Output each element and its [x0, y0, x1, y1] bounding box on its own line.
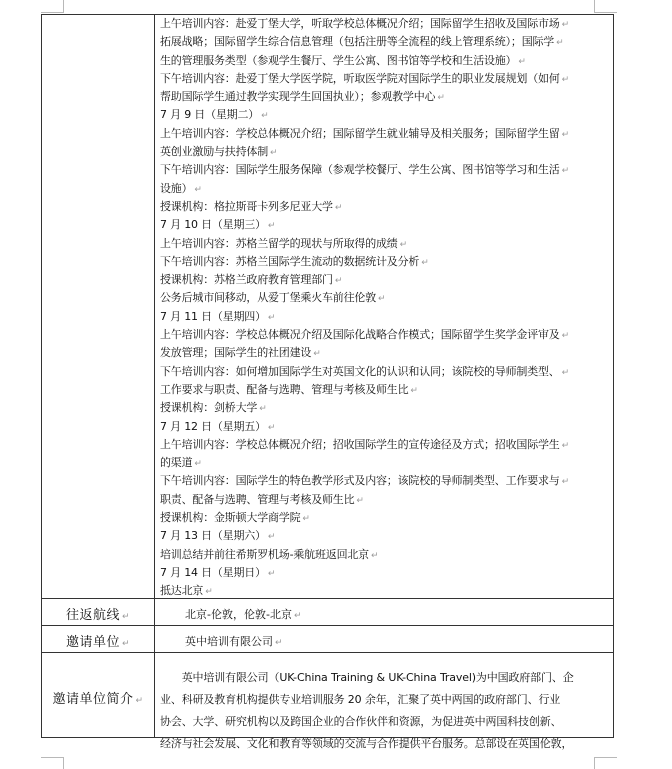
- paragraph-mark: ↵: [313, 349, 321, 360]
- schedule-line: 帮助国际学生通过教学实现学生回国执业）；参观教学中心 ↵: [160, 90, 445, 104]
- schedule-line: 的渠道 ↵: [160, 456, 202, 470]
- schedule-line: 培训总结并前往希斯罗机场-乘航班返回北京 ↵: [160, 547, 379, 561]
- schedule-cell: [160, 15, 612, 601]
- schedule-line: 下午培训内容：如何增加国际学生对英国文化的认识和认同；该院校的导师制类型、 ↵: [160, 364, 569, 378]
- schedule-line: 下午培训内容：苏格兰国际学生流动的数据统计及分析 ↵: [160, 254, 429, 268]
- paragraph-mark: ↵: [437, 93, 445, 104]
- intro-label: 邀请单位简介 ↵: [52, 692, 144, 707]
- schedule-line: 授课机构：剑桥大学 ↵: [160, 401, 267, 415]
- paragraph-mark: ↵: [399, 239, 407, 250]
- route-value: 北京-伦敦，伦敦-北京 ↵: [185, 608, 302, 621]
- paragraph-mark: ↵: [194, 184, 202, 195]
- intro-line: 业、科研及教育机构提供专业培训服务 20 余年，汇聚了英中两国的政府部门、行业: [160, 693, 561, 706]
- schedule-line: 上午培训内容：苏格兰留学的现状与所取得的成绩 ↵: [160, 236, 407, 250]
- paragraph-mark: ↵: [261, 111, 269, 122]
- schedule-line: 授课机构：苏格兰政府教育管理部门 ↵: [160, 273, 343, 287]
- paragraph-mark: ↵: [378, 294, 386, 305]
- itinerary-table: [41, 14, 614, 750]
- paragraph-mark: ↵: [561, 367, 569, 378]
- paragraph-mark: ↵: [561, 20, 569, 30]
- paragraph-mark: ↵: [561, 331, 569, 342]
- paragraph-mark: ↵: [561, 129, 569, 140]
- schedule-line: 上午培训内容：赴爱丁堡大学，听取学校总体概况介绍；国际留学生招收及国际市场 ↵: [160, 17, 569, 30]
- paragraph-mark: ↵: [561, 166, 569, 177]
- schedule-line: 授课机构：格拉斯哥卡列多尼亚大学 ↵: [160, 199, 343, 213]
- paragraph-mark: ↵: [267, 532, 276, 543]
- crop-mark-bottom-left: [41, 757, 64, 769]
- schedule-line: 7 月 13 日（星期六） ↵: [160, 529, 276, 543]
- inviter-label: 邀请单位 ↵: [65, 635, 131, 650]
- schedule-line: 下午培训内容：国际学生服务保障（参观学校餐厅、学生公寓、图书馆等学习和生活 ↵: [160, 163, 569, 177]
- paragraph-mark: ↵: [267, 568, 276, 579]
- schedule-line: 上午培训内容：学校总体概况介绍；招收国际学生的宣传途径及方式；招收国际学生 ↵: [160, 437, 569, 451]
- schedule-line: 拓展战略；国际留学生综合信息管理（包括注册等全流程的线上管理系统）；国际学 ↵: [160, 35, 564, 49]
- crop-mark-top-left: [41, 0, 64, 13]
- paragraph-mark: ↵: [194, 459, 202, 470]
- column-divider: [154, 15, 155, 737]
- intro-line: 经济与社会发展、文化和教育等领域的交流与合作提供平台服务。总部设在英国伦敦，: [160, 737, 573, 750]
- paragraph-mark: ↵: [556, 38, 564, 49]
- schedule-line: 7 月 11 日（星期四） ↵: [160, 309, 276, 323]
- intro-text: [160, 667, 612, 755]
- schedule-line: 抵达北京 ↵: [160, 584, 213, 598]
- schedule-line: 工作要求与职责、配备与选聘、管理与考核及师生比 ↵: [160, 382, 418, 396]
- schedule-line: 下午培训内容：国际学生的特色教学形式及内容；该院校的导师制类型、工作要求与 ↵: [160, 474, 569, 488]
- schedule-line: 上午培训内容：学校总体概况介绍及国际化战略合作模式；国际留学生奖学金评审及 ↵: [160, 328, 569, 342]
- intro-line: 协会、大学、研究机构以及跨国企业的合作伙伴和资源，为促进英中两国科技创新、: [160, 715, 562, 728]
- intro-line: 英中培训有限公司（UK-China Training & UK-China Travel)为中国政府部门、企: [160, 671, 574, 684]
- route-label: 往返航线 ↵: [65, 608, 131, 623]
- paragraph-mark: ↵: [561, 74, 569, 85]
- paragraph-mark: ↵: [334, 276, 343, 287]
- paragraph-mark: ↵: [518, 56, 526, 67]
- row-divider: [42, 652, 613, 653]
- schedule-line: 7 月 14 日（星期日） ↵: [160, 565, 276, 579]
- paragraph-mark: ↵: [561, 440, 569, 451]
- paragraph-mark: ↵: [370, 550, 379, 561]
- paragraph-mark: ↵: [302, 514, 310, 525]
- paragraph-mark: ↵: [356, 495, 364, 506]
- schedule-line: 7 月 9 日（星期二） ↵: [160, 108, 269, 122]
- paragraph-mark: ↵: [205, 587, 213, 598]
- paragraph-mark: ↵: [259, 404, 267, 415]
- schedule-line: 职责、配备与选聘、管理与考核及师生比 ↵: [160, 492, 364, 506]
- paragraph-mark: ↵: [561, 477, 569, 488]
- schedule-line: 7 月 10 日（星期三） ↵: [160, 218, 276, 232]
- inviter-value: 英中培训有限公司 ↵: [185, 635, 283, 648]
- schedule-line: 上午培训内容：学校总体概况介绍；国际留学生就业辅导及相关服务；国际留学生留 ↵: [160, 126, 569, 140]
- schedule-line: 7 月 12 日（星期五） ↵: [160, 419, 276, 433]
- paragraph-mark: ↵: [267, 312, 276, 323]
- paragraph-mark: ↵: [267, 221, 276, 232]
- paragraph-mark: ↵: [421, 257, 429, 268]
- row-divider: [42, 625, 613, 626]
- crop-mark-bottom-right: [594, 757, 617, 769]
- paragraph-mark: ↵: [270, 148, 278, 159]
- schedule-line: 英创业激励与扶持体制 ↵: [160, 145, 278, 159]
- paragraph-mark: ↵: [410, 385, 418, 396]
- schedule-line: 生的管理服务类型（参观学生餐厅、学生公寓、图书馆等学校和生活设施） ↵: [160, 53, 526, 67]
- paragraph-mark: ↵: [267, 422, 276, 433]
- schedule-line: 公务后城市间移动，从爱丁堡乘火车前往伦敦 ↵: [160, 291, 386, 305]
- schedule-line: 授课机构：金斯顿大学商学院 ↵: [160, 511, 310, 525]
- paragraph-mark: ↵: [334, 202, 343, 213]
- schedule-line: 发放管理；国际学生的社团建设 ↵: [160, 346, 321, 360]
- crop-mark-top-right: [594, 0, 617, 13]
- schedule-line: 下午培训内容：赴爱丁堡大学医学院，听取医学院对国际学生的职业发展规划（如何 ↵: [160, 71, 569, 85]
- schedule-line: 设施） ↵: [160, 181, 202, 195]
